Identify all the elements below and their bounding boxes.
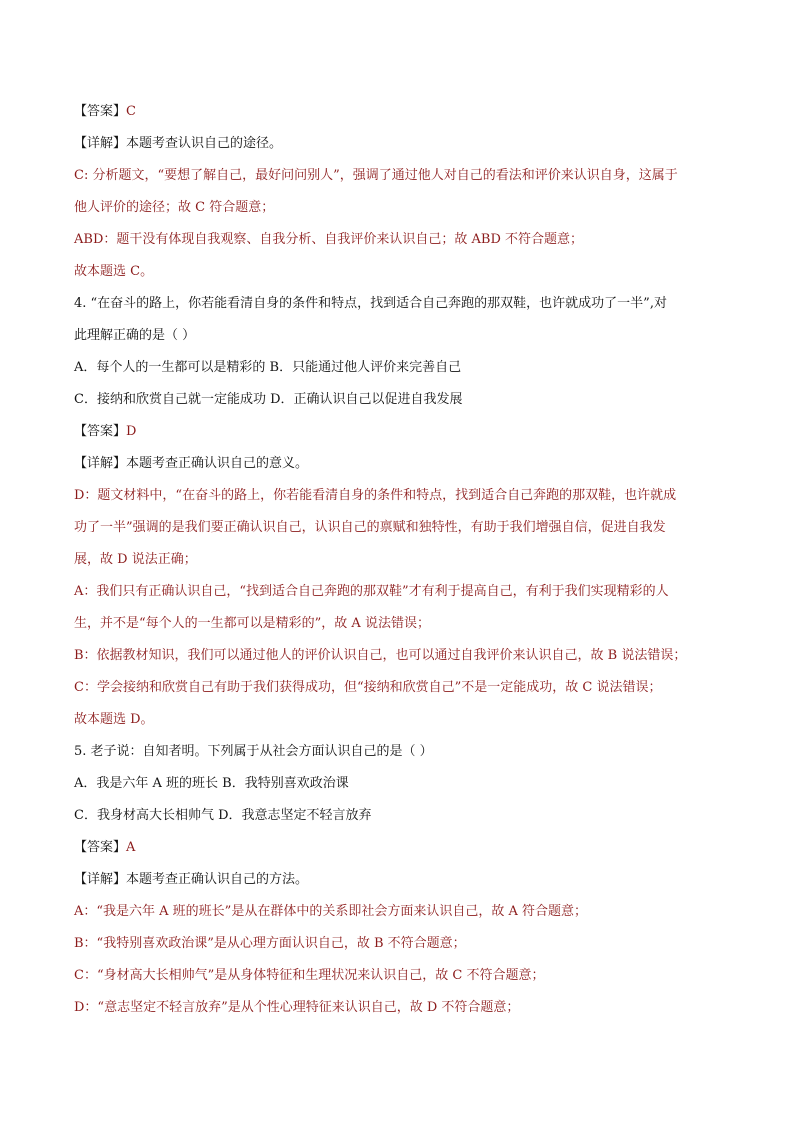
conclusion-1: 故本题选 C。	[74, 264, 154, 279]
answer-tag: 【答案】	[74, 840, 127, 855]
explanation-b-line: B：依据教材知识，我们可以通过他人的评价认识自己，也可以通过自我评价来认识自己，故 B 说法错误；	[74, 648, 687, 663]
explanation-d-line-2: 功了一半”强调的是我们要正确认识自己，认识自己的禀赋和独特性，有助于我们增强自信，促进自我发	[74, 520, 666, 535]
explanation-a-line-1: A：我们只有正确认识自己，“找到适合自己奔跑的那双鞋”才有利于提高自己，有利于我们实现精彩的人	[74, 584, 669, 599]
detail-tag: 【详解】	[74, 136, 127, 151]
detail-line-4	[74, 456, 724, 472]
answer-value: D	[126, 424, 137, 439]
explanation-d-line-1: D：题文材料中，“在奋斗的路上，你若能看清自身的条件和特点，找到适合自己奔跑的那双鞋，也许就成	[74, 488, 677, 503]
explanation-d-line-3: 展，故 D 说法正确；	[74, 552, 197, 567]
detail-tag: 【详解】	[74, 872, 127, 887]
conclusion-4: 故本题选 D。	[74, 712, 154, 727]
question-5-options-ab: A．我是六年 A 班的班长 B．我特别喜欢政治课	[74, 776, 349, 791]
detail-line-1	[74, 136, 724, 152]
explanation-c-line: C：“身材高大长相帅气”是从身体特征和生理状况来认识自己，故 C 不符合题意；	[74, 968, 545, 983]
question-4-stem-line-1: 4. “在奋斗的路上，你若能看清自身的条件和特点，找到适合自己奔跑的那双鞋，也许就成功了一半”,对	[74, 296, 667, 311]
detail-intro: 本题考查认识自己的途径。	[126, 136, 283, 151]
explanation-b-line: B：“我特别喜欢政治课”是从心理方面认识自己，故 B 不符合题意；	[74, 936, 466, 951]
explanation-c-line-2: 他人评价的途径；故 C 符合题意；	[74, 200, 275, 215]
answer-tag: 【答案】	[74, 424, 127, 439]
explanation-c-line-1: C: 分析题文，“要想了解自己，最好问问别人”，强调了通过他人对自己的看法和评价来认识自身，这属于	[74, 168, 678, 183]
question-4-stem-line-2: 此理解正确的是（ ）	[74, 328, 196, 343]
answer-line-1	[74, 104, 724, 120]
question-5-options-cd: C．我身材高大长相帅气 D．我意志坚定不轻言放弃	[74, 808, 372, 823]
question-4-options-cd: C．接纳和欣赏自己就一定能成功 D．正确认识自己以促进自我发展	[74, 392, 463, 407]
detail-intro: 本题考查正确认识自己的方法。	[126, 872, 309, 887]
question-4-options-ab: A．每个人的一生都可以是精彩的 B．只能通过他人评价来完善自己	[74, 360, 462, 375]
answer-tag: 【答案】	[74, 104, 127, 119]
explanation-d-line: D：“意志坚定不轻言放弃”是从个性心理特征来认识自己，故 D 不符合题意；	[74, 1000, 520, 1015]
explanation-abd-line: ABD：题干没有体现自我观察、自我分析、自我评价来认识自己；故 ABD 不符合题意；	[74, 232, 583, 247]
explanation-a-line: A：“我是六年 A 班的班长”是从在群体中的关系即社会方面来认识自己，故 A 符合题意；	[74, 904, 587, 919]
answer-value: C	[126, 104, 136, 119]
detail-line-5	[74, 872, 724, 888]
detail-tag: 【详解】	[74, 456, 127, 471]
explanation-c-line: C：学会接纳和欣赏自己有助于我们获得成功，但“接纳和欣赏自己”不是一定能成功，故 C 说法错误；	[74, 680, 662, 695]
question-5-stem: 5. 老子说：自知者明。下列属于从社会方面认识自己的是（ ）	[74, 744, 433, 759]
answer-value: A	[126, 840, 136, 855]
answer-line-4	[74, 424, 724, 440]
explanation-a-line-2: 生，并不是“每个人的一生都可以是精彩的”，故 A 说法错误；	[74, 616, 430, 631]
answer-line-5	[74, 840, 724, 856]
detail-intro: 本题考查正确认识自己的意义。	[126, 456, 309, 471]
